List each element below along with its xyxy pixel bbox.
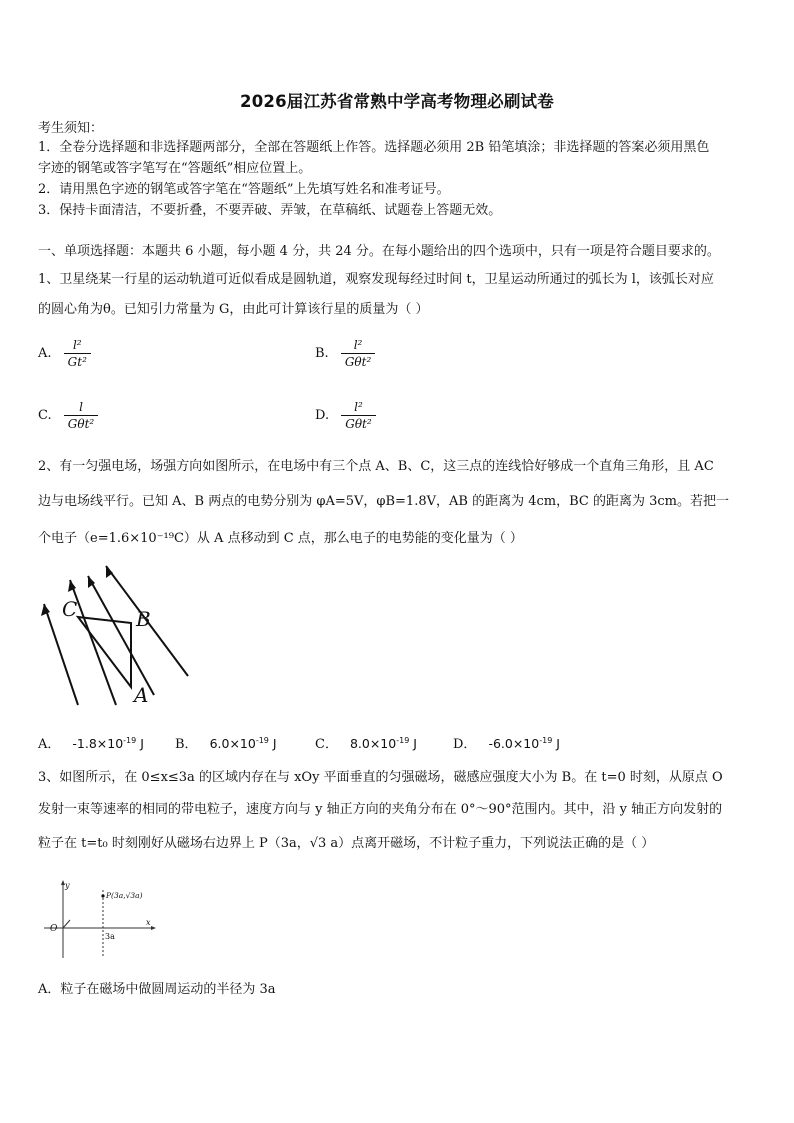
q3-option-a[interactable]: A．粒子在磁场中做圆周运动的半径为 3a — [38, 982, 276, 997]
fraction — [64, 338, 91, 369]
q1-option-b[interactable] — [315, 338, 375, 369]
fraction — [341, 338, 375, 369]
option-label: B． — [175, 737, 198, 752]
mantissa: -6.0×10 — [488, 736, 540, 751]
option-label: B. — [315, 346, 329, 361]
q2-option-b[interactable] — [175, 733, 277, 752]
option-label: C． — [315, 737, 338, 752]
option-label: D. — [315, 408, 330, 423]
section-heading: 一、单项选择题：本题共 6 小题，每小题 4 分，共 24 分。在每小题给出的四个选项中，只有一项是符合题目要求的。 — [38, 244, 720, 259]
fraction — [64, 400, 98, 431]
q2-stem-line2: 边与电场线平行。已知 A、B 两点的电势分别为 φA=5V，φB=1.8V，AB 的距离为 4cm，BC 的距离为 3cm。若把一 — [38, 494, 729, 509]
velocity-arrow — [63, 920, 70, 928]
field-line — [88, 576, 154, 695]
q3-stem-line1: 3、如图所示，在 0≤x≤3a 的区域内存在与 xOy 平面垂直的匀强磁场，磁感应强度大小为 B。在 t=0 时刻，从原点 O — [38, 770, 723, 785]
numerator: l² — [354, 400, 363, 414]
boundary-label: 3a — [105, 932, 115, 941]
q1-stem-line1: 1、卫星绕某一行星的运动轨道可近似看成是圆轨道，观察发现每经过时间 t，卫星运动所通过的弧长为 l，该弧长对应 — [38, 272, 714, 287]
y-axis-label: y — [65, 881, 70, 890]
mantissa: 8.0×10 — [349, 736, 397, 751]
exponent: -19 — [539, 735, 553, 745]
notice-item-2: 2．请用黑色字迹的钢笔或答字笔在“答题纸”上先填写姓名和准考证号。 — [38, 182, 450, 197]
unit: J — [140, 736, 144, 751]
denominator: Gt² — [64, 353, 91, 369]
exponent: -19 — [255, 735, 269, 745]
q2-option-c[interactable] — [315, 733, 417, 752]
q1-option-c[interactable] — [38, 400, 98, 431]
unit: J — [413, 736, 417, 751]
option-label: A． — [38, 737, 61, 752]
x-axis-arrow — [151, 926, 156, 930]
q3-coordinate-figure — [44, 876, 164, 960]
option-value — [350, 736, 417, 751]
q2-stem-line1: 2、有一匀强电场，场强方向如图所示，在电场中有三个点 A、B、C，这三点的连线恰好够成一个直角三角形，且 AC — [38, 459, 714, 474]
q2-field-figure — [36, 560, 196, 710]
point-a-label: A — [134, 683, 149, 707]
option-value — [488, 736, 560, 751]
numerator: l — [79, 400, 83, 414]
fraction — [341, 400, 375, 431]
numerator: l² — [72, 338, 82, 352]
page-title: 2026届江苏省常熟中学高考物理必刷试卷 — [240, 92, 554, 111]
exponent: -19 — [123, 735, 137, 745]
q2-option-a[interactable] — [38, 733, 144, 752]
point-b-label: B — [136, 607, 151, 631]
notice-item-1: 1．全卷分选择题和非选择题两部分，全部在答题纸上作答。选择题必须用 2B 铅笔填涂；非选择题的答案必须用黑色 — [38, 140, 710, 155]
option-value — [210, 736, 277, 751]
mantissa: -1.8×10 — [72, 736, 124, 751]
point-c-label: C — [62, 597, 78, 621]
q1-option-d[interactable] — [315, 400, 376, 431]
option-label: C. — [38, 408, 52, 423]
point-p-label: P(3a,√3a) — [106, 891, 143, 900]
q2-stem-line3: 个电子（e=1.6×10⁻¹⁹C）从 A 点移动到 C 点，那么电子的电势能的变化量为（ ） — [38, 531, 523, 546]
x-axis-label: x — [146, 918, 151, 927]
q1-option-a[interactable] — [38, 338, 91, 369]
q3-stem-line2: 发射一束等速率的相同的带电粒子，速度方向与 y 轴正方向的夹角分布在 0°～90°范围内。其中，沿 y 轴正方向发射的 — [38, 802, 723, 817]
denominator: Gθt² — [341, 353, 375, 369]
option-value — [72, 736, 144, 751]
origin-label: O — [50, 924, 58, 934]
q1-stem-line2: 的圆心角为θ。已知引力常量为 G，由此可计算该行星的质量为（ ） — [38, 302, 429, 317]
point-p — [101, 894, 104, 897]
q3-stem-line3: 粒子在 t=t₀ 时刻刚好从磁场右边界上 P（3a，√3 a）点离开磁场，不计粒子重力，下列说法正确的是（ ） — [38, 836, 655, 851]
option-label: A. — [38, 346, 52, 361]
mantissa: 6.0×10 — [209, 736, 256, 751]
notice-item-1-cont: 字迹的钢笔或答字笔写在“答题纸”相应位置上。 — [38, 161, 312, 176]
numerator: l² — [353, 338, 363, 352]
unit: J — [272, 736, 277, 751]
denominator: Gθt² — [341, 415, 375, 431]
q2-option-d[interactable] — [453, 733, 560, 752]
option-label: D． — [453, 737, 477, 752]
unit: J — [556, 736, 560, 751]
denominator: Gθt² — [64, 415, 98, 431]
arrow-head — [106, 566, 113, 578]
notice-item-3: 3．保持卡面清洁，不要折叠，不要弄破、弄皱，在草稿纸、试题卷上答题无效。 — [38, 203, 502, 218]
exponent: -19 — [396, 735, 410, 745]
notice-heading: 考生须知： — [38, 121, 104, 136]
